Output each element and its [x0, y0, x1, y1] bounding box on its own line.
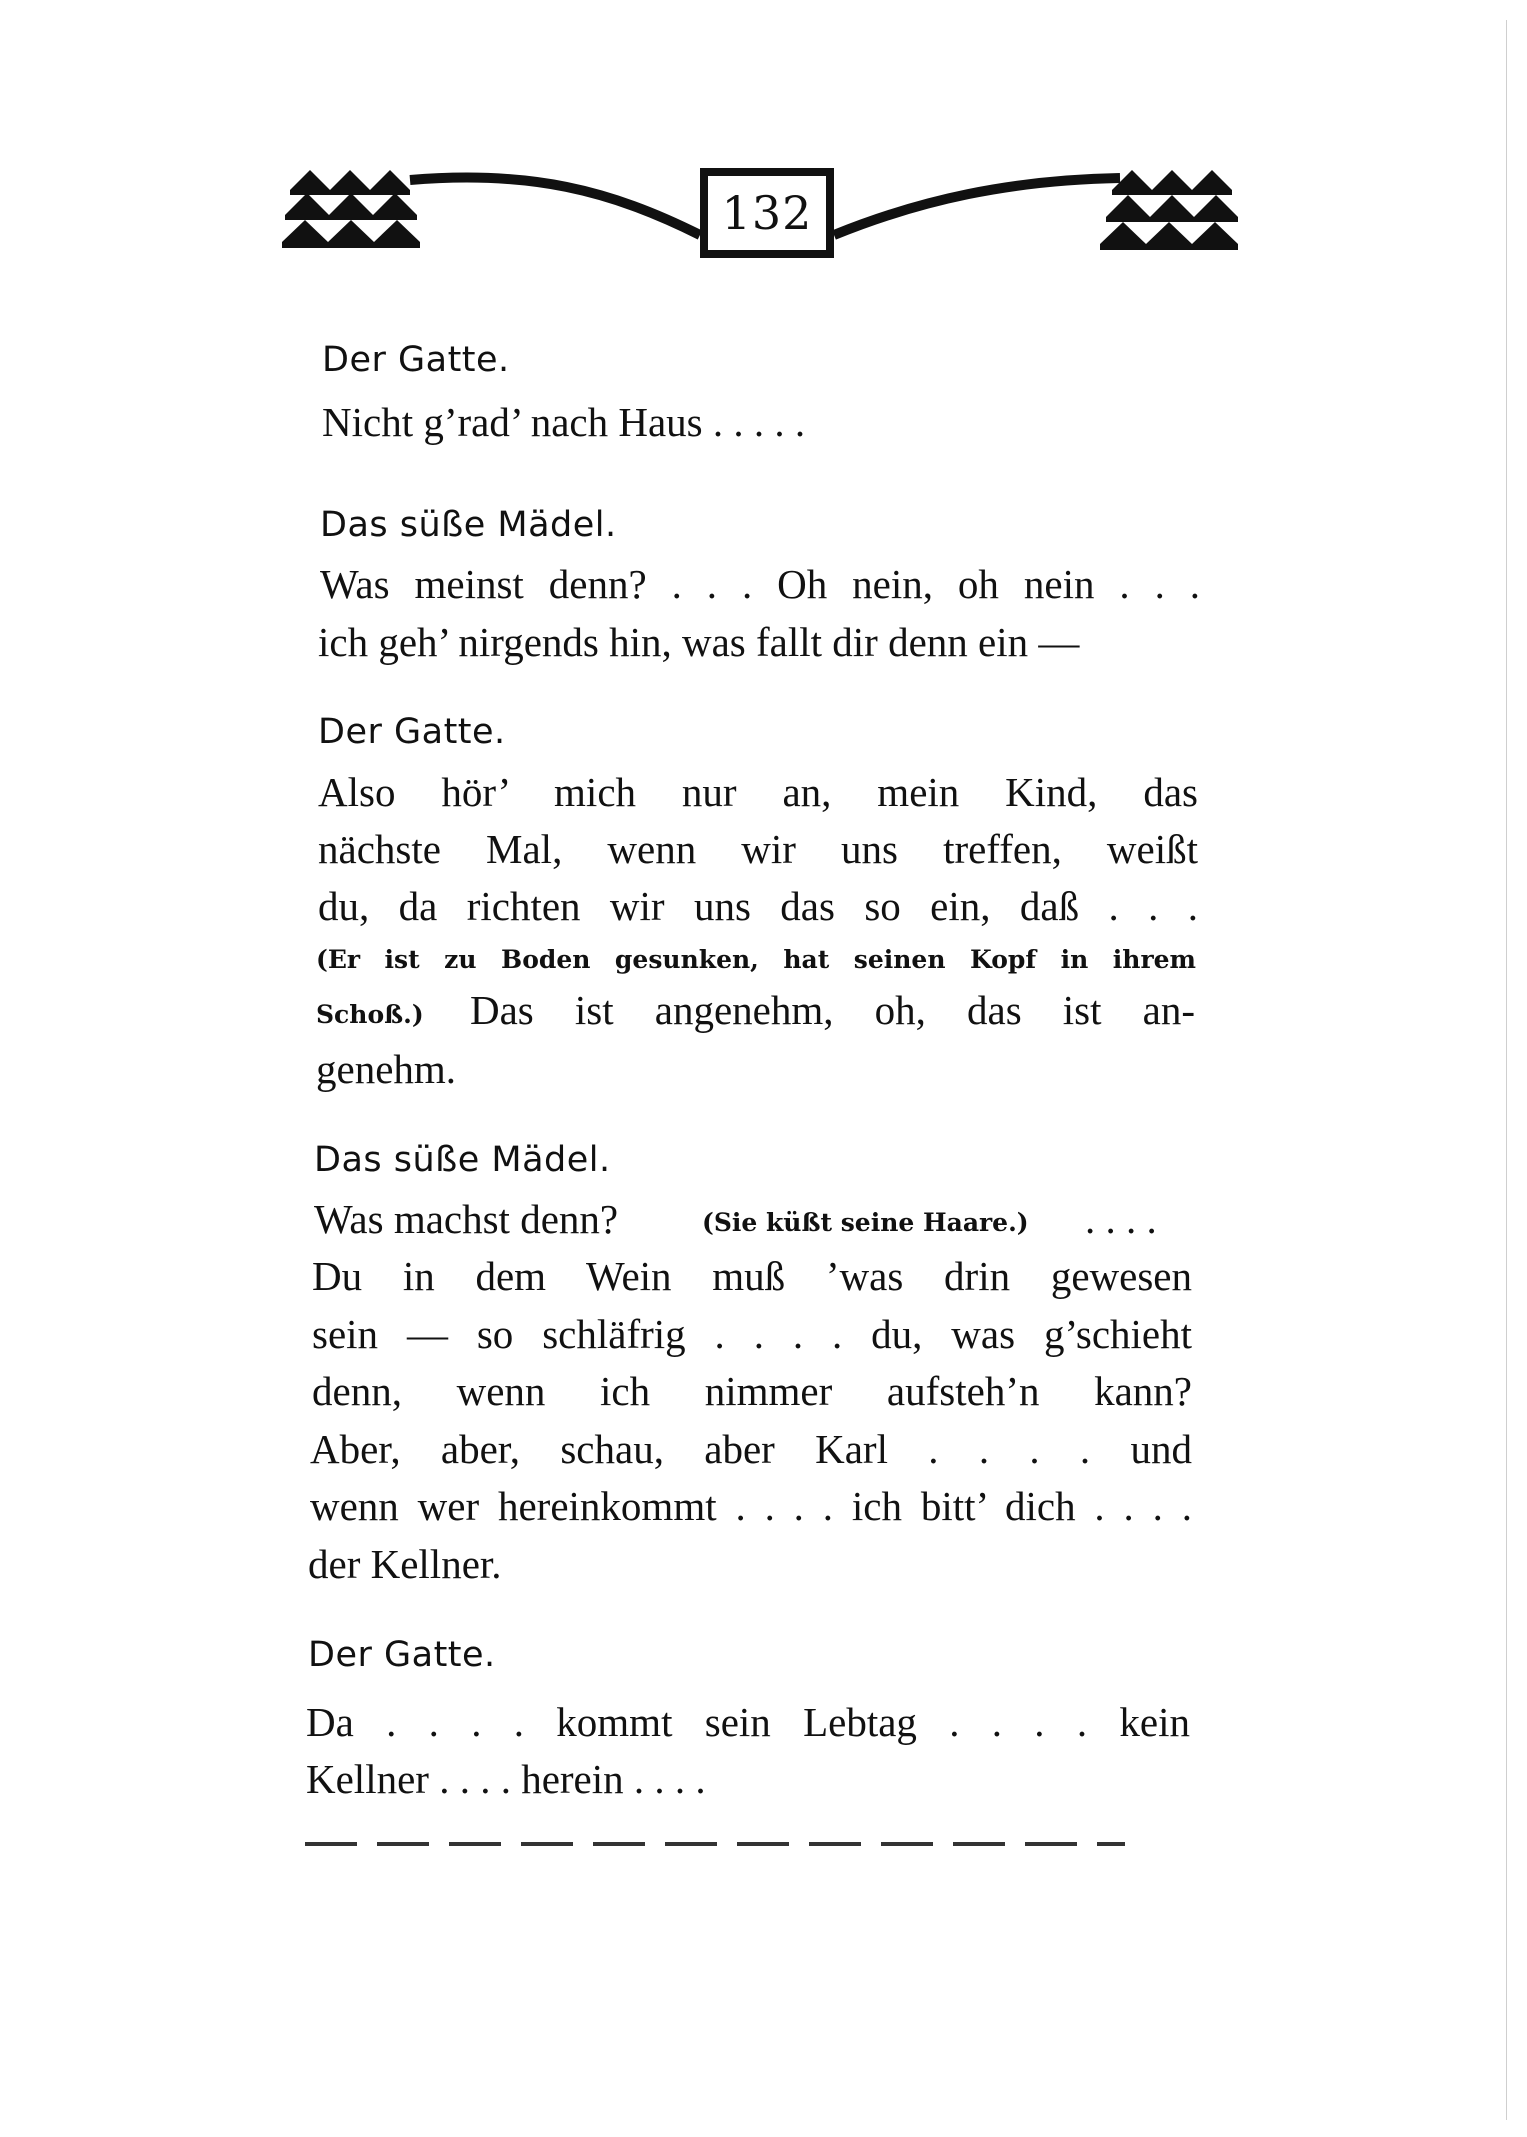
page-number: 132 — [700, 168, 834, 258]
speaker-label: Der Gatte. — [308, 1635, 496, 1675]
speaker-label: Das süße Mädel. — [314, 1140, 611, 1180]
dialogue-line: wenn wer hereinkommt . . . . ich bitt’ dich . . . . — [310, 1483, 1192, 1529]
dialogue-line: Kellner . . . . herein . . . . — [306, 1756, 706, 1802]
dialogue-line: Aber, aber, schau, aber Karl . . . . und — [310, 1426, 1192, 1472]
left-curve-line — [410, 177, 700, 235]
left-arrowhead-cluster-icon — [282, 170, 420, 248]
dialogue-line: sein — so schläfrig . . . . du, was g’schieht — [312, 1311, 1192, 1357]
dialogue-line: Du in dem Wein muß ’was drin gewesen — [312, 1253, 1192, 1299]
stage-direction: (Sie küßt seine Haare.) — [702, 1208, 1029, 1237]
right-curve-line — [834, 178, 1120, 235]
dialogue-line: der Kellner. — [308, 1541, 502, 1587]
dialogue-line: Was meinst denn? . . . Oh nein, oh nein . . . — [320, 561, 1200, 607]
dialogue-line: genehm. — [316, 1046, 457, 1092]
speaker-label: Der Gatte. — [318, 712, 506, 752]
dashed-divider — [305, 1842, 1125, 1846]
page-edge-line — [1506, 20, 1507, 2120]
speaker-label: Der Gatte. — [322, 340, 510, 380]
stage-direction: (Er ist zu Boden gesunken, hat seinen Kopf in ihrem — [316, 945, 1196, 974]
dialogue-line: Nicht g’rad’ nach Haus . . . . . — [322, 399, 806, 445]
speaker-label: Das süße Mädel. — [320, 505, 617, 545]
page-header-ornament — [280, 160, 1250, 270]
dialogue-line: ich geh’ nirgends hin, was fallt dir denn ein — — [318, 619, 1080, 665]
dialogue-line: denn, wenn ich nimmer aufsteh’n kann? — [312, 1368, 1192, 1414]
stage-direction: Schoß.) — [316, 1000, 424, 1029]
dialogue-line: . . . . — [1085, 1196, 1157, 1242]
dialogue-line: Da . . . . kommt sein Lebtag . . . . kein — [306, 1699, 1190, 1745]
dialogue-line: Das ist angenehm, oh, das ist an- — [470, 987, 1195, 1033]
dialogue-line: Also hör’ mich nur an, mein Kind, das — [318, 769, 1198, 815]
dialogue-line: Was machst denn? — [314, 1196, 619, 1242]
dialogue-line: nächste Mal, wenn wir uns treffen, weißt — [318, 826, 1198, 872]
right-arrowhead-cluster-icon — [1100, 170, 1238, 250]
dialogue-line: du, da richten wir uns das so ein, daß . . . — [318, 883, 1198, 929]
